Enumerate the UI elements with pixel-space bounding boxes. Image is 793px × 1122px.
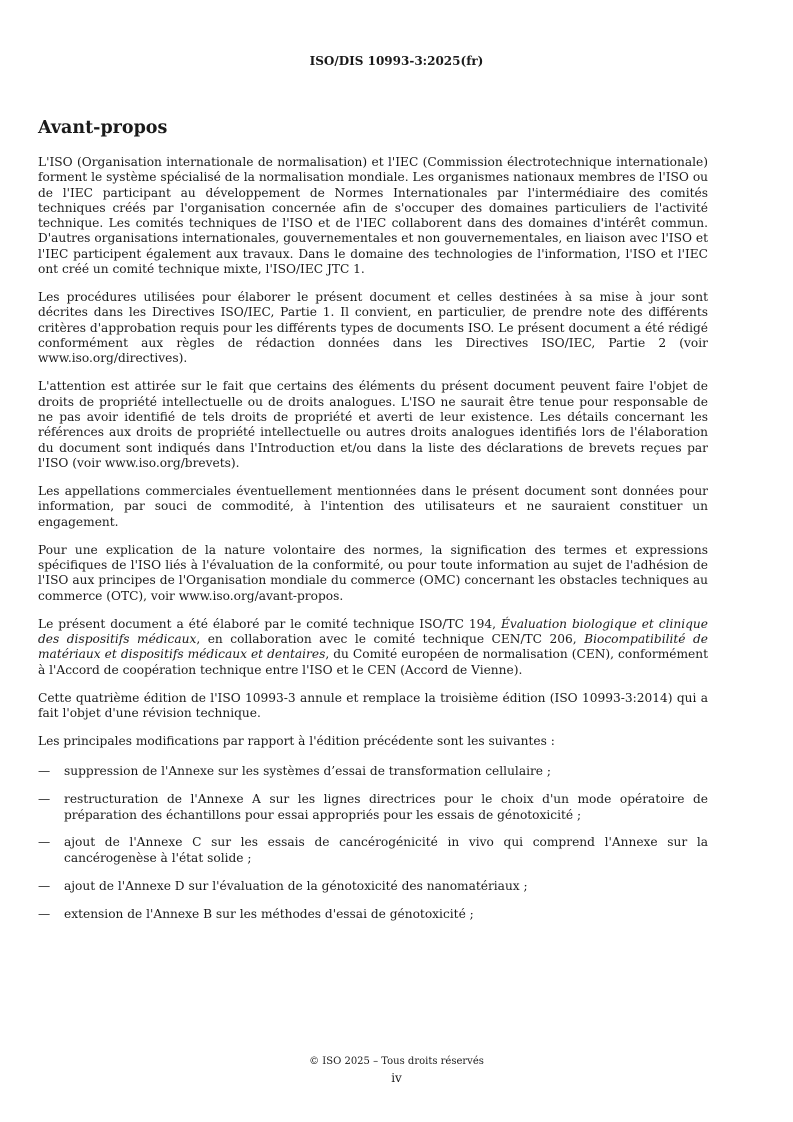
list-dash: —	[38, 906, 51, 921]
list-item	[38, 907, 708, 922]
list-dash: —	[38, 764, 51, 779]
committee-title-tc194: Évaluation biologique et clinique des dispositifs médicaux	[38, 616, 708, 646]
committee-title-tc206: Biocompatibilité de matériaux et dispositifs médicaux et dentaires	[38, 632, 709, 662]
paragraph-voluntary-nature: Pour une explication de la nature volontaire des normes, la signification des termes et expressions spécifiques de l'ISO liés à l'évaluation de la conformité, ou pour toute information au sujet de l'adhésion de l'ISO aux principes de l'Organisation mondiale du commerce (OMC) concernant les obstacles techniques au commerce (OTC), voir www.iso.org/avant-propos.	[38, 542, 708, 603]
list-item	[38, 835, 708, 866]
page-number: iv	[391, 1071, 402, 1085]
list-item-text: restructuration de l'Annexe A sur les lignes directrices pour le choix d'un mode opératoire de préparation des échantillons pour essai appropriés pour les essais de génotoxicité ;	[64, 792, 708, 822]
list-dash: —	[38, 792, 51, 807]
list-item	[38, 792, 708, 823]
list-dash: —	[38, 878, 51, 893]
list-item-text: ajout de l'Annexe D sur l'évaluation de la génotoxicité des nanomatériaux ;	[64, 878, 528, 893]
copyright-footer: © ISO 2025 – Tous droits réservés	[309, 1056, 484, 1067]
section-title: Avant-propos	[38, 118, 168, 138]
paragraph-changes-intro: Les principales modifications par rapport à l'édition précédente sont les suivantes :	[38, 734, 555, 749]
paragraph-committee	[38, 617, 708, 678]
paragraph-procedures: Les procédures utilisées pour élaborer le présent document et celles destinées à sa mise à jour sont décrites dans les Directives ISO/IEC, Partie 1. Il convient, en particulier, de prendre note des différents critères d'approbation requis pour les différents types de documents ISO. Le présent document a été rédigé conformément aux règles de rédaction données dans les Directives ISO/IEC, Partie 2 (voir www.iso.org/directives).	[38, 290, 708, 366]
paragraph-iso-iec: L'ISO (Organisation internationale de normalisation) et l'IEC (Commission électrotechnique internationale) forment le système spécialisé de la normalisation mondiale. Les organismes nationaux membres de l'ISO ou de l'IEC participant au développement de Normes Internationales par l'intermédiaire des comités techniques créés par l'organisation concernée afin de s'occuper des domaines particuliers de l'activité technique. Les comités techniques de l'ISO et de l'IEC collaborent dans des domaines d'intérêt commun. D'autres organisations internationales, gouvernementales et non gouvernementales, en liaison avec l'ISO et l'IEC participent également aux travaux. Dans le domaine des technologies de l'information, l'ISO et l'IEC ont créé un comité technique mixte, l'ISO/IEC JTC 1.	[38, 155, 708, 277]
paragraph-trade-names: Les appellations commerciales éventuellement mentionnées dans le présent document sont données pour information, par souci de commodité, à l'intention des utilisateurs et ne sauraient constituer un engagement.	[38, 484, 708, 529]
changes-list	[38, 764, 708, 921]
list-item-text: ajout de l'Annexe C sur les essais de cancérogénicité in vivo qui comprend l'Annexe sur la cancérogenèse à l'état solide ;	[64, 835, 708, 865]
list-item-text: extension de l'Annexe B sur les méthodes d'essai de génotoxicité ;	[64, 906, 474, 921]
page-content	[38, 118, 708, 934]
list-item	[38, 764, 708, 779]
committee-text-1: Le présent document a été élaboré par le comité technique ISO/TC 194,	[38, 616, 501, 631]
paragraph-edition: Cette quatrième édition de l'ISO 10993-3 annule et remplace la troisième édition (ISO 10993-3:2014) qui a fait l'objet d'une révision technique.	[38, 690, 708, 720]
list-dash: —	[38, 835, 51, 850]
list-item-text: suppression de l'Annexe sur les systèmes d’essai de transformation cellulaire ;	[64, 764, 552, 779]
paragraph-patents: L'attention est attirée sur le fait que certains des éléments du présent document peuvent faire l'objet de droits de propriété intellectuelle ou de droits analogues. L'ISO ne saurait être tenue pour responsable de ne pas avoir identifié de tels droits de propriété et averti de leur existence. Les détails concernant les références aux droits de propriété intellectuelle ou autres droits analogues identifiés lors de l'élaboration du document sont indiqués dans l'Introduction et/ou dans la liste des déclarations de brevets reçues par l'ISO (voir www.iso.org/brevets).	[38, 379, 708, 470]
committee-text-2: , en collaboration avec le comité technique CEN/TC 206,	[196, 632, 585, 646]
document-header: ISO/DIS 10993-3:2025(fr)	[309, 54, 484, 68]
list-item	[38, 879, 708, 894]
committee-text-3: , du Comité européen de normalisation (CEN), conformément à l'Accord de coopération technique entre l'ISO et le CEN (Accord de Vienne).	[38, 647, 709, 677]
